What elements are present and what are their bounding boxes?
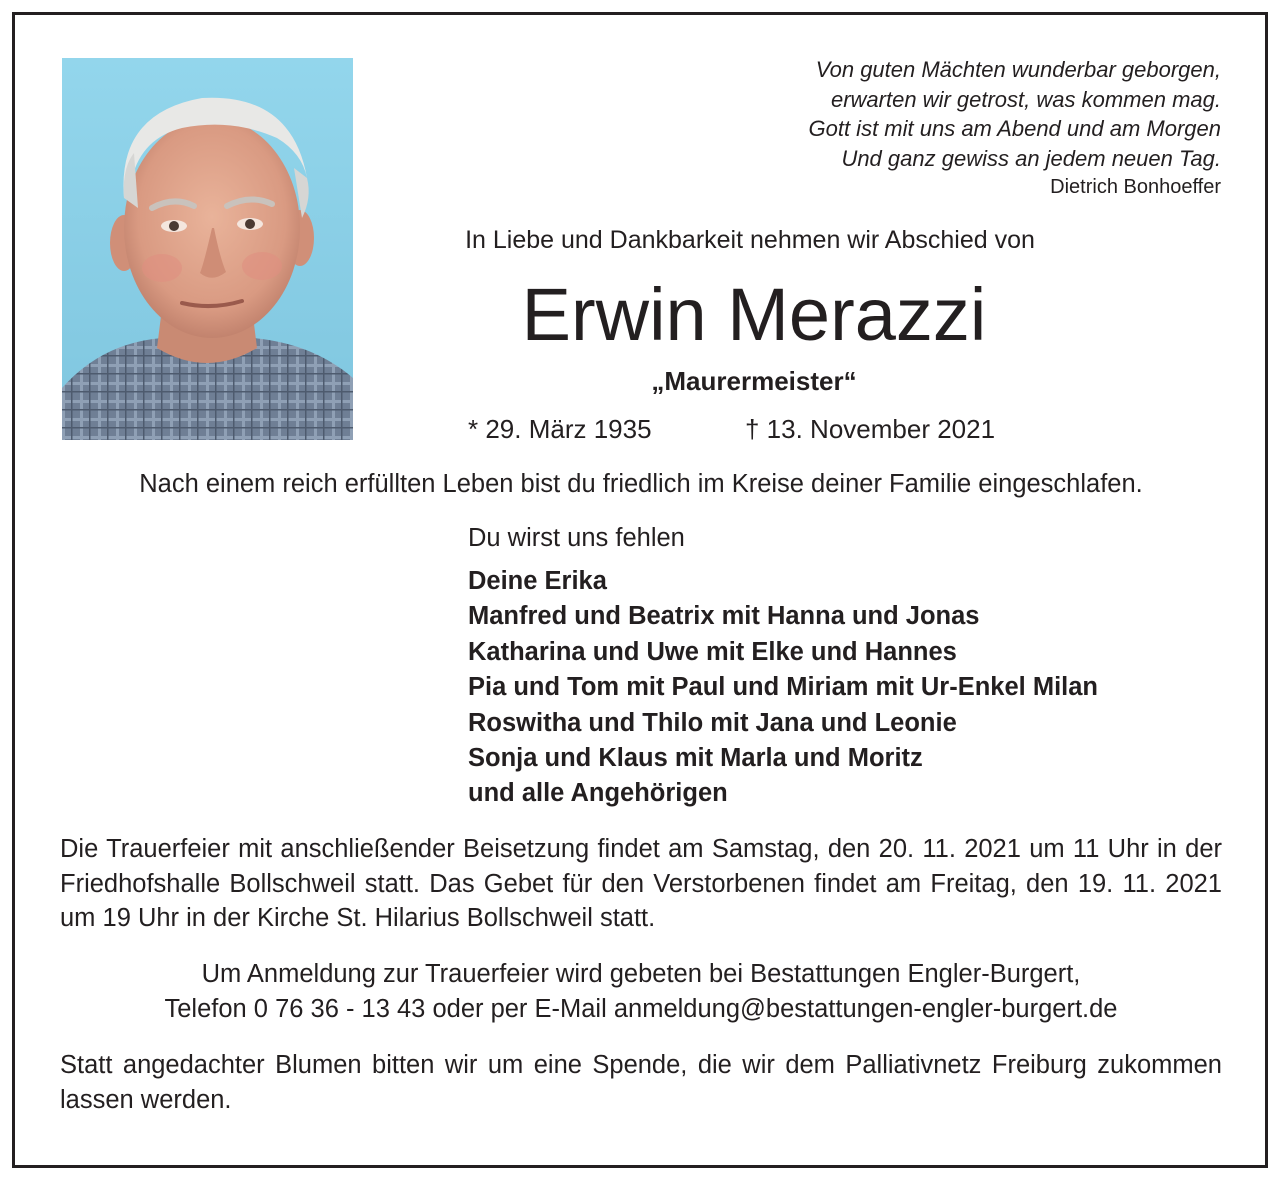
poem-line: Gott ist mit uns am Abend und am Morgen xyxy=(808,116,1221,141)
death-date: † 13. November 2021 xyxy=(745,414,996,444)
registration-paragraph xyxy=(60,957,1222,1026)
portrait-photo xyxy=(62,58,353,440)
poem-line: Und ganz gewiss an jedem neuen Tag. xyxy=(841,145,1221,171)
miss-you-line: Du wirst uns fehlen xyxy=(468,524,685,552)
life-tagline: Nach einem reich erfüllten Leben bist du friedlich im Kreise deiner Familie eingeschlafen. xyxy=(139,470,1143,498)
donation-paragraph: Statt angedachter Blumen bitten wir um eine Spende, die wir dem Palliativnetz Freiburg zukommen lassen werden. xyxy=(60,1051,1222,1114)
mourner-entry: Pia und Tom mit Paul und Miriam mit Ur-Enkel Milan xyxy=(468,673,1099,702)
mourner-entry: Katharina und Uwe mit Elke und Hannes xyxy=(468,637,957,666)
poem-line: Von guten Mächten wunderbar geborgen, xyxy=(815,57,1221,82)
bonhoeffer-poem xyxy=(621,55,1221,203)
registration-line: Um Anmeldung zur Trauerfeier wird gebeten bei Bestattungen Engler-Burgert, xyxy=(201,960,1081,988)
deceased-profession: „Maurermeister“ xyxy=(651,366,857,396)
mourner-entry: und alle Angehörigen xyxy=(468,779,728,808)
poem-line: erwarten wir getrost, was kommen mag. xyxy=(830,86,1221,112)
farewell-intro: In Liebe und Dankbarkeit nehmen wir Abschied von xyxy=(465,226,1035,254)
mourner-entry: Deine Erika xyxy=(468,567,607,595)
ceremony-paragraph: Die Trauerfeier mit anschließender Beisetzung findet am Samstag, den 20. 11. 2021 um 11 Uhr in der Friedhofshalle Bollschweil statt. Das Gebet für den Verstorbenen findet am Freitag, den 19. 11. 2021 um 19 Uhr in der Kirche St. Hilarius Bollschweil statt. xyxy=(60,835,1222,932)
registration-line: Telefon 0 76 36 - 13 43 oder per E-Mail anmeldung@bestattungen-engler-burgert.de xyxy=(164,994,1118,1023)
mourner-entry: Sonja und Klaus mit Marla und Moritz xyxy=(468,744,923,773)
mourners-list xyxy=(468,564,1098,812)
deceased-name: Erwin Merazzi xyxy=(521,273,987,356)
mourner-entry: Roswitha und Thilo mit Jana und Leonie xyxy=(468,708,957,737)
mourner-entry: Manfred und Beatrix mit Hanna und Jonas xyxy=(468,602,980,631)
poem-author: Dietrich Bonhoeffer xyxy=(1050,176,1221,198)
birth-date: * 29. März 1935 xyxy=(468,414,652,444)
